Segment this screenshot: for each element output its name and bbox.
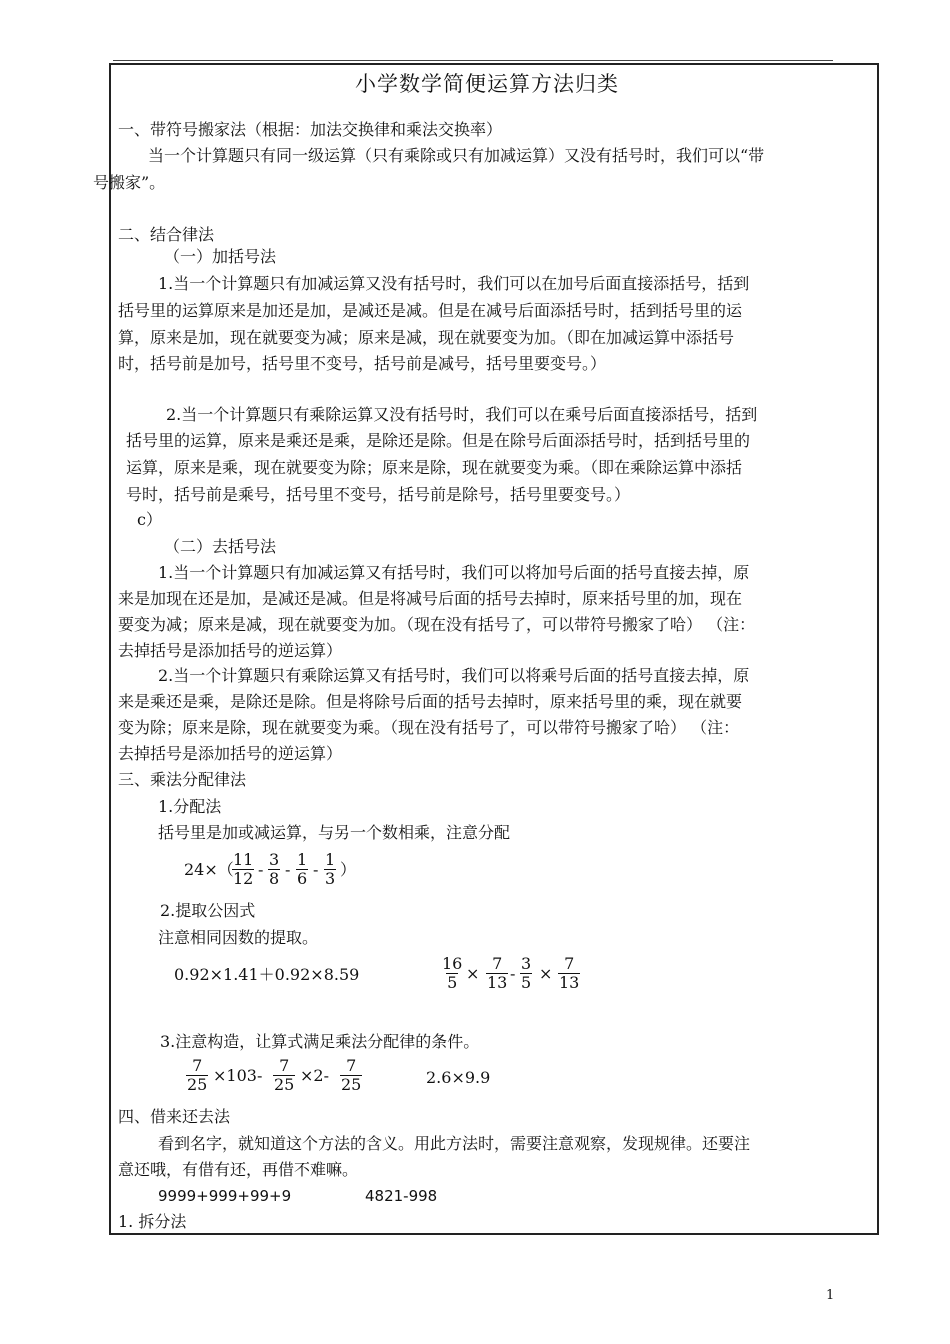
para4-line1: 2.当一个计算题只有乘除运算又有括号时，我们可以将乘号后面的括号直接去掉，原 (158, 666, 750, 685)
para2-line2: 括号里的运算，原来是乘还是乘，是除还是除。但是在除号后面添括号时，括到括号里的 (126, 431, 751, 450)
section1-text-line1: 当一个计算题只有同一级运算（只有乘除或只有加减运算）又没有括号时，我们可以“带 (148, 146, 765, 165)
para1-line4: 时，括号前是加号，括号里不变号，括号前是减号，括号里要变号。） (118, 354, 607, 373)
section1-text-line2: 号搬家”。 (93, 173, 166, 192)
method1-desc: 括号里是加或减运算，与另一个数相乘，注意分配 (158, 823, 511, 842)
fraction: $\frac{7}{25}$ (274, 1056, 295, 1094)
fraction: $\frac{3}{8}$ (269, 850, 280, 888)
para2-line3: 运算，原来是乘，现在就要变为除；原来是除，现在就要变为乘。（即在乘除运算中添括 (126, 458, 743, 477)
expr-prefix: 24×（ (184, 860, 234, 879)
page-title: 小学数学简便运算方法归类 (355, 72, 619, 96)
example-borrow-1: 9999+999+99+9 (158, 1187, 292, 1205)
section4-text-line1: 看到名字，就知道这个方法的含义。用此方法时，需要注意观察，发现规律。还要注 (158, 1134, 751, 1153)
method2-desc: 注意相同因数的提取。 (158, 928, 319, 947)
stray-text: c） (137, 510, 162, 529)
method2-title: 2.提取公因式 (160, 901, 256, 920)
operator: - (258, 860, 264, 879)
operator: - (313, 860, 319, 879)
next-section-heading: 1. 拆分法 (118, 1212, 187, 1231)
fraction: $\frac{7}{13}$ (559, 954, 580, 992)
para4-line3: 变为除；原来是除，现在就要变为乘。（现在没有括号了，可以带符号搬家了哈） （注： (118, 718, 740, 737)
expr-segment: ×2- (300, 1066, 329, 1085)
para1-line3: 算，原来是加，现在就要变为减；原来是减，现在就要变为加。（即在加减运算中添括号 (118, 328, 735, 347)
para4-line4: 去掉括号是添加括号的逆运算） (118, 744, 343, 763)
fraction: $\frac{3}{5}$ (521, 954, 532, 992)
para2-line4: 号时，括号前是乘号，括号里不变号，括号前是除号，括号里要变号。） (126, 485, 631, 504)
example-borrow-2: 4821-998 (365, 1187, 438, 1205)
example-common-factor: 0.92×1.41＋0.92×8.59 (174, 965, 360, 984)
para1-line2: 括号里的运算原来是加还是加，是减还是减。但是在减号后面添括号时，括到括号里的运 (118, 301, 743, 320)
top-rule (113, 60, 833, 61)
operator: - (510, 964, 516, 983)
method3-title: 3.注意构造，让算式满足乘法分配律的条件。 (160, 1032, 480, 1051)
para3-line2: 来是加现在还是加，是减还是减。但是将减号后面的括号去掉时，原来括号里的加，现在 (118, 589, 743, 608)
example-decimal: 2.6×9.9 (426, 1068, 491, 1087)
section2-heading: 二、结合律法 (118, 225, 215, 244)
fraction: $\frac{7}{13}$ (487, 954, 508, 992)
section4-heading: 四、借来还去法 (118, 1107, 231, 1126)
fraction: $\frac{16}{5}$ (442, 954, 463, 992)
operator: - (285, 860, 291, 879)
subheading-remove-brackets: （二）去括号法 (164, 537, 277, 556)
para3-line4: 去掉括号是添加括号的逆运算） (118, 641, 343, 660)
section4-text-line2: 意还哦，有借有还，再借不难嘛。 (118, 1160, 359, 1179)
subheading-add-brackets: （一）加括号法 (164, 247, 277, 266)
section1-heading: 一、带符号搬家法（根据：加法交换律和乘法交换率） (118, 120, 503, 139)
para1-line1: 1.当一个计算题只有加减运算又没有括号时，我们可以在加号后面直接添括号，括到 (158, 274, 750, 293)
expr-segment: ×103- (213, 1066, 263, 1085)
para4-line2: 来是乘还是乘，是除还是除。但是将除号后面的括号去掉时，原来括号里的乘，现在就要 (118, 692, 743, 711)
operator: × (539, 964, 553, 983)
method1-title: 1.分配法 (158, 797, 222, 816)
fraction: $\frac{7}{25}$ (187, 1056, 208, 1094)
operator: × (466, 964, 480, 983)
fraction: $\frac{1}{3}$ (325, 850, 336, 888)
fraction: $\frac{1}{6}$ (297, 850, 308, 888)
para3-line3: 要变为减；原来是减，现在就要变为加。（现在没有括号了，可以带符号搬家了哈） （注： (118, 615, 756, 634)
fraction: $\frac{7}{25}$ (341, 1056, 362, 1094)
fraction: $\frac{11}{12}$ (233, 850, 254, 888)
expr-suffix: ） (340, 860, 357, 879)
page-number: 1 (826, 1288, 835, 1303)
para3-line1: 1.当一个计算题只有加减运算又有括号时，我们可以将加号后面的括号直接去掉，原 (158, 563, 750, 582)
section3-heading: 三、乘法分配律法 (118, 770, 247, 789)
para2-line1: 2.当一个计算题只有乘除运算又没有括号时，我们可以在乘号后面直接添括号，括到 (166, 405, 758, 424)
